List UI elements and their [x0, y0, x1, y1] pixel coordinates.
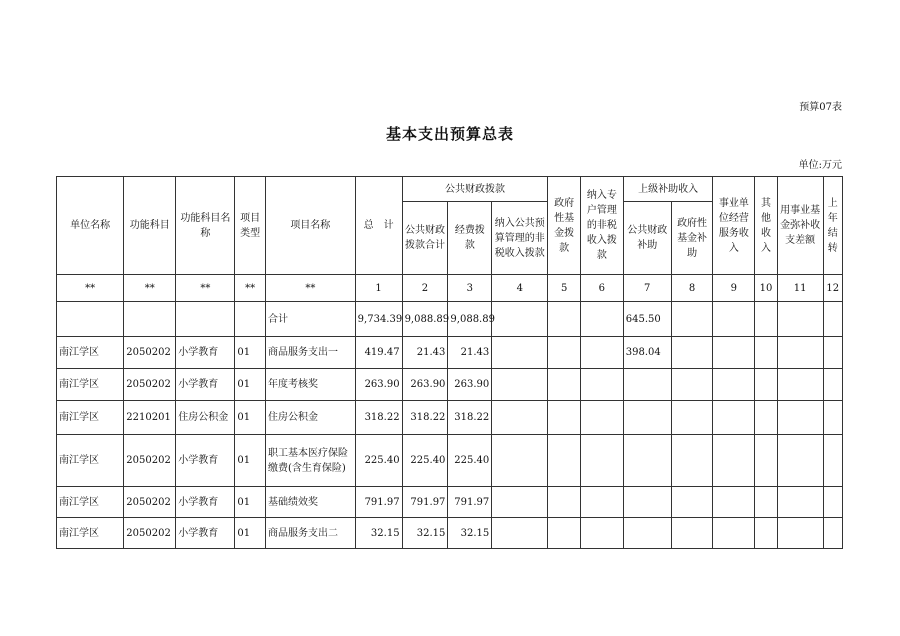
cell-gov-fund — [548, 337, 581, 369]
header-gov-fund: 政府性基金拨款 — [548, 177, 581, 275]
cell-fund-balance — [777, 518, 823, 549]
index-cell: 5 — [548, 275, 581, 302]
cell-pf-total: 21.43 — [402, 337, 448, 369]
cell-code — [124, 302, 176, 337]
cell-pf-total: 32.15 — [402, 518, 448, 549]
cell-pf-fund: 21.43 — [448, 337, 492, 369]
cell-us-public — [623, 435, 671, 487]
header-other-income: 其他收入 — [755, 177, 777, 275]
page-title: 基本支出预算总表 — [385, 125, 514, 143]
cell-carry-over — [823, 369, 842, 401]
cell-pf-fund: 9,088.89 — [448, 302, 492, 337]
cell-type: 01 — [235, 435, 266, 487]
cell-type: 01 — [235, 518, 266, 549]
cell-item-name: 商品服务支出二 — [265, 518, 355, 549]
cell-unit: 南江学区 — [57, 435, 124, 487]
header-item-type: 项目类型 — [235, 177, 266, 275]
cell-carry-over — [823, 337, 842, 369]
header-us-public: 公共财政补助 — [623, 202, 671, 275]
cell-us-gov — [671, 435, 713, 487]
cell-other — [755, 487, 777, 518]
cell-carry-over — [823, 518, 842, 549]
cell-pf-nontax — [492, 401, 548, 435]
cell-gov-fund — [548, 369, 581, 401]
index-cell: 4 — [492, 275, 548, 302]
cell-gov-fund — [548, 487, 581, 518]
index-cell: 6 — [580, 275, 623, 302]
cell-us-public — [623, 401, 671, 435]
cell-pf-nontax — [492, 369, 548, 401]
cell-pf-fund: 32.15 — [448, 518, 492, 549]
header-unit-name: 单位名称 — [57, 177, 124, 275]
cell-subject — [176, 302, 235, 337]
index-cell: 1 — [355, 275, 402, 302]
cell-fund-balance — [777, 435, 823, 487]
cell-other — [755, 401, 777, 435]
header-us-gov-fund: 政府性基金补助 — [671, 202, 713, 275]
header-func-subject-name: 功能科目名称 — [176, 177, 235, 275]
index-cell: 3 — [448, 275, 492, 302]
cell-subject: 小学教育 — [176, 487, 235, 518]
index-cell: ** — [124, 275, 176, 302]
cell-carry-over — [823, 487, 842, 518]
header-func-subject: 功能科目 — [124, 177, 176, 275]
cell-total: 791.97 — [355, 487, 402, 518]
header-pf-funding: 经费拨款 — [448, 202, 492, 275]
index-cell: ** — [57, 275, 124, 302]
cell-code: 2050202 — [124, 369, 176, 401]
cell-us-gov — [671, 401, 713, 435]
index-cell: ** — [235, 275, 266, 302]
cell-us-public: 398.04 — [623, 337, 671, 369]
cell-carry-over — [823, 435, 842, 487]
cell-item-name: 职工基本医疗保险缴费(含生育保险) — [265, 435, 355, 487]
index-cell: 11 — [777, 275, 823, 302]
header-pf-subtotal: 公共财政拨款合计 — [402, 202, 448, 275]
cell-item-name: 基础绩效奖 — [265, 487, 355, 518]
cell-special-nontax — [580, 487, 623, 518]
cell-item-name: 住房公积金 — [265, 401, 355, 435]
table-row — [57, 435, 843, 487]
table-row — [57, 401, 843, 435]
cell-pf-fund: 263.90 — [448, 369, 492, 401]
cell-total: 263.90 — [355, 369, 402, 401]
cell-service — [713, 369, 755, 401]
cell-subject: 小学教育 — [176, 435, 235, 487]
cell-total: 9,734.39 — [355, 302, 402, 337]
header-item-name: 项目名称 — [265, 177, 355, 275]
cell-us-public — [623, 369, 671, 401]
cell-pf-nontax — [492, 487, 548, 518]
cell-us-public — [623, 518, 671, 549]
table-row — [57, 487, 843, 518]
cell-item-name: 合计 — [265, 302, 355, 337]
cell-pf-total: 225.40 — [402, 435, 448, 487]
cell-gov-fund — [548, 435, 581, 487]
cell-pf-fund: 225.40 — [448, 435, 492, 487]
cell-unit — [57, 302, 124, 337]
cell-other — [755, 518, 777, 549]
cell-subject: 住房公积金 — [176, 401, 235, 435]
cell-pf-nontax — [492, 302, 548, 337]
cell-service — [713, 487, 755, 518]
cell-us-gov — [671, 487, 713, 518]
cell-special-nontax — [580, 302, 623, 337]
index-cell: 7 — [623, 275, 671, 302]
index-cell: 12 — [823, 275, 842, 302]
index-row — [57, 275, 843, 302]
cell-us-gov — [671, 337, 713, 369]
header-pf-nontax: 纳入公共预算管理的非税收入拨款 — [492, 202, 548, 275]
cell-unit: 南江学区 — [57, 401, 124, 435]
cell-special-nontax — [580, 518, 623, 549]
cell-pf-total: 263.90 — [402, 369, 448, 401]
unit-label: 单位:万元 — [798, 160, 842, 171]
index-cell: 2 — [402, 275, 448, 302]
cell-code: 2050202 — [124, 518, 176, 549]
cell-pf-nontax — [492, 435, 548, 487]
cell-other — [755, 369, 777, 401]
cell-service — [713, 302, 755, 337]
index-cell: ** — [265, 275, 355, 302]
index-cell: ** — [176, 275, 235, 302]
cell-us-public — [623, 487, 671, 518]
cell-us-gov — [671, 302, 713, 337]
cell-service — [713, 518, 755, 549]
header-public-finance: 公共财政拨款 — [402, 177, 548, 202]
table-row — [57, 337, 843, 369]
cell-service — [713, 401, 755, 435]
table-row — [57, 518, 843, 549]
cell-pf-nontax — [492, 518, 548, 549]
cell-pf-fund: 791.97 — [448, 487, 492, 518]
header-special-nontax: 纳入专户管理的非税收入拨款 — [580, 177, 623, 275]
cell-special-nontax — [580, 435, 623, 487]
cell-fund-balance — [777, 487, 823, 518]
cell-gov-fund — [548, 518, 581, 549]
cell-subject: 小学教育 — [176, 337, 235, 369]
cell-service — [713, 435, 755, 487]
budget-table — [56, 176, 843, 549]
cell-pf-fund: 318.22 — [448, 401, 492, 435]
cell-pf-nontax — [492, 337, 548, 369]
index-cell: 10 — [755, 275, 777, 302]
cell-subject: 小学教育 — [176, 369, 235, 401]
cell-gov-fund — [548, 401, 581, 435]
table-row-total — [57, 302, 843, 337]
cell-total: 419.47 — [355, 337, 402, 369]
cell-special-nontax — [580, 369, 623, 401]
cell-total: 318.22 — [355, 401, 402, 435]
cell-special-nontax — [580, 401, 623, 435]
cell-pf-total: 791.97 — [402, 487, 448, 518]
form-number: 预算07表 — [799, 102, 842, 113]
cell-total: 225.40 — [355, 435, 402, 487]
cell-service — [713, 337, 755, 369]
cell-total: 32.15 — [355, 518, 402, 549]
cell-carry-over — [823, 302, 842, 337]
cell-fund-balance — [777, 401, 823, 435]
cell-fund-balance — [777, 369, 823, 401]
cell-other — [755, 337, 777, 369]
cell-other — [755, 302, 777, 337]
cell-fund-balance — [777, 337, 823, 369]
cell-carry-over — [823, 401, 842, 435]
header-total: 总 计 — [355, 177, 402, 275]
cell-type: 01 — [235, 337, 266, 369]
cell-pf-total: 9,088.89 — [402, 302, 448, 337]
cell-type: 01 — [235, 487, 266, 518]
cell-us-gov — [671, 369, 713, 401]
cell-unit: 南江学区 — [57, 369, 124, 401]
index-cell: 8 — [671, 275, 713, 302]
cell-subject: 小学教育 — [176, 518, 235, 549]
cell-gov-fund — [548, 302, 581, 337]
header-upper-subsidy: 上级补助收入 — [623, 177, 713, 202]
cell-item-name: 商品服务支出一 — [265, 337, 355, 369]
cell-pf-total: 318.22 — [402, 401, 448, 435]
cell-us-public: 645.50 — [623, 302, 671, 337]
cell-code: 2050202 — [124, 337, 176, 369]
cell-us-gov — [671, 518, 713, 549]
cell-special-nontax — [580, 337, 623, 369]
cell-code: 2050202 — [124, 435, 176, 487]
cell-unit: 南江学区 — [57, 337, 124, 369]
cell-fund-balance — [777, 302, 823, 337]
header-carry-over: 上年结转 — [823, 177, 842, 275]
cell-unit: 南江学区 — [57, 487, 124, 518]
header-institution-service: 事业单位经营服务收入 — [713, 177, 755, 275]
cell-item-name: 年度考核奖 — [265, 369, 355, 401]
cell-type: 01 — [235, 369, 266, 401]
cell-unit: 南江学区 — [57, 518, 124, 549]
header-fund-balance: 用事业基金弥补收支差额 — [777, 177, 823, 275]
table-row — [57, 369, 843, 401]
cell-type — [235, 302, 266, 337]
cell-code: 2210201 — [124, 401, 176, 435]
cell-type: 01 — [235, 401, 266, 435]
cell-other — [755, 435, 777, 487]
index-cell: 9 — [713, 275, 755, 302]
cell-code: 2050202 — [124, 487, 176, 518]
